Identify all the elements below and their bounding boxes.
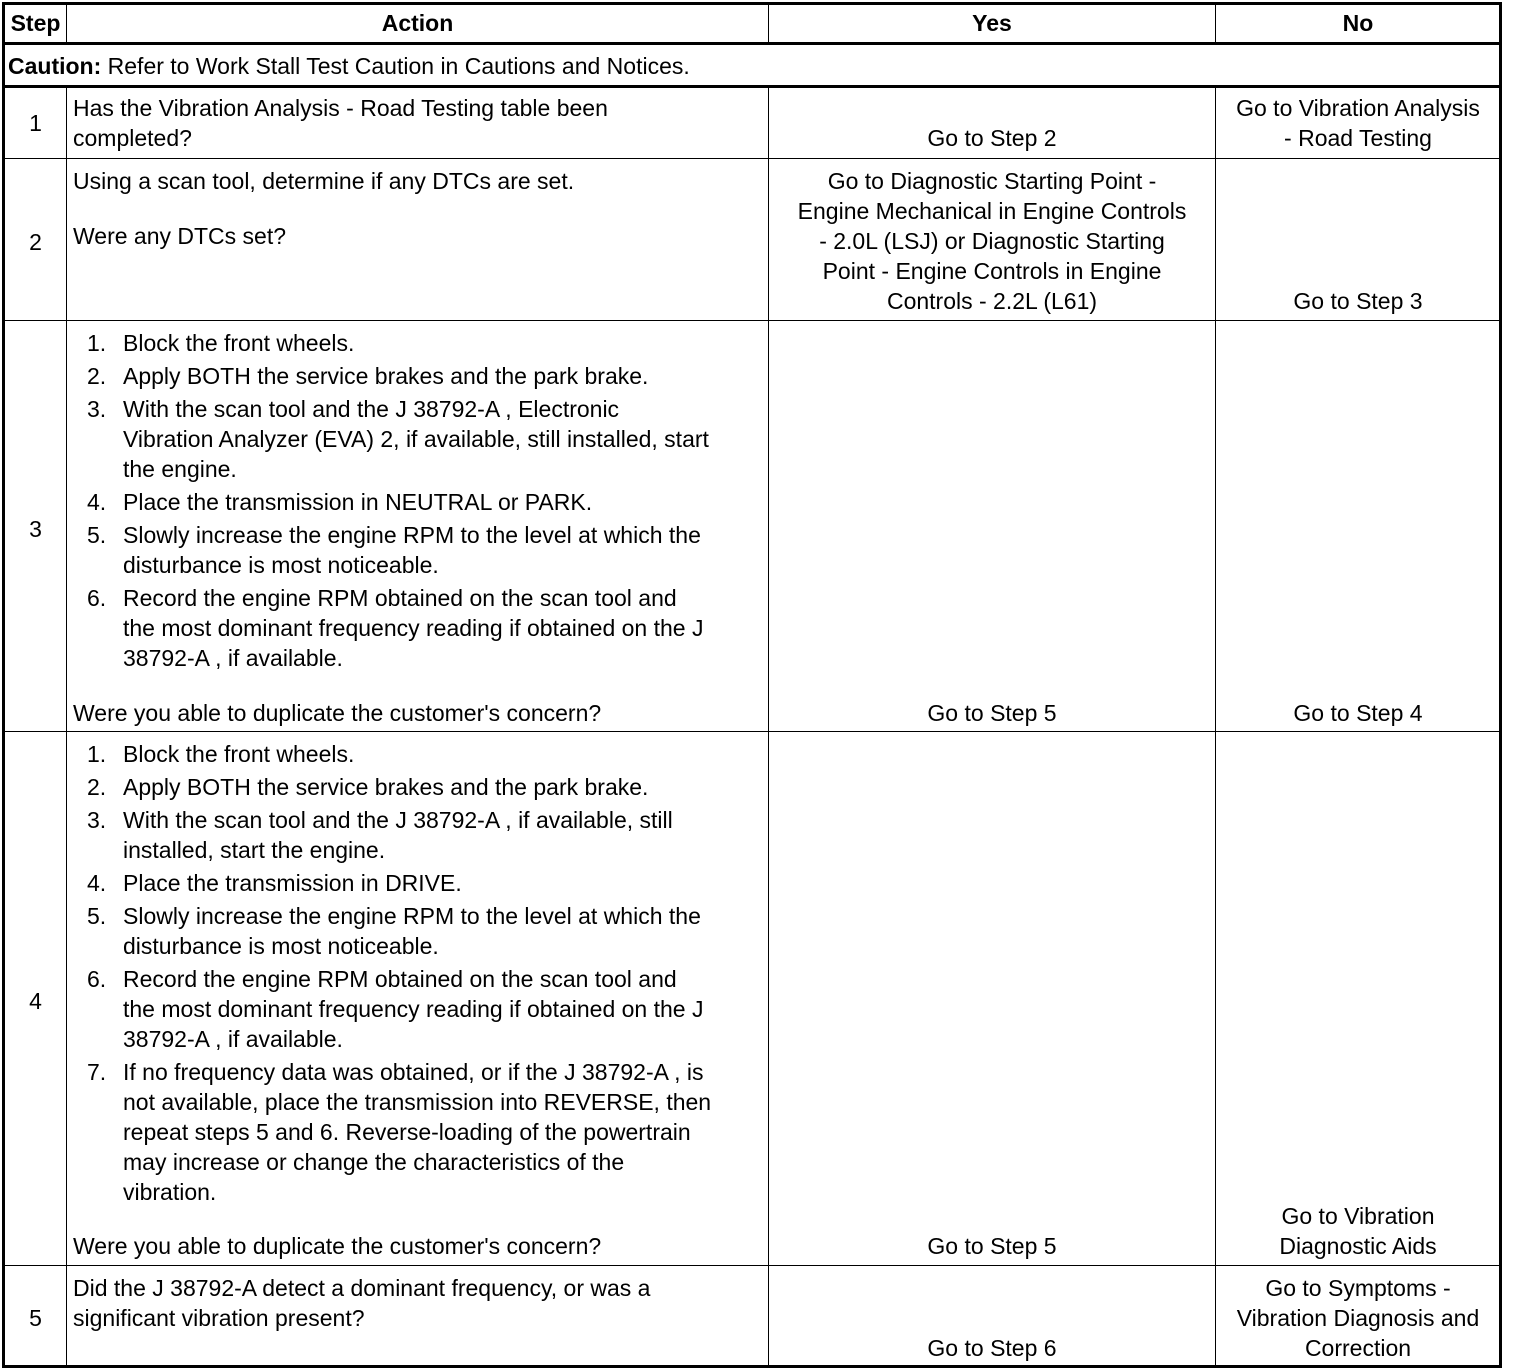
no-line: Vibration Diagnosis and [1236, 1305, 1480, 1331]
step-text: Record the engine RPM obtained on the scan tool and [123, 585, 677, 611]
step-text: If no frequency data was obtained, or if the J 38792-A , is [123, 1059, 704, 1085]
action-line: Has the Vibration Analysis - Road Testing table been [73, 95, 608, 121]
yes-link[interactable]: Go to Step 5 [927, 700, 1057, 726]
yes-link[interactable] [769, 166, 1215, 316]
step-index: 2. [87, 774, 107, 800]
yes-link[interactable]: Go to Step 2 [927, 125, 1057, 151]
header-divider [2, 42, 1502, 45]
row-divider [2, 1265, 1502, 1266]
step-index: 5. [87, 903, 107, 929]
caution-divider [2, 85, 1502, 88]
no-line: - Road Testing [1284, 125, 1432, 151]
step-text: vibration. [123, 1179, 217, 1205]
procedure-step [73, 361, 767, 391]
no-link[interactable] [1216, 93, 1500, 153]
step-index: 3. [87, 396, 107, 422]
row-divider [2, 731, 1502, 732]
step-index: 1. [87, 741, 107, 767]
step-number: 1 [29, 110, 42, 136]
step-text: Slowly increase the engine RPM to the level at which the [123, 522, 701, 548]
action-question: Were you able to duplicate the customer's concern? [73, 700, 602, 726]
step-text: Place the transmission in NEUTRAL or PARK. [123, 489, 593, 515]
yes-line: - 2.0L (LSJ) or Diagnostic Starting [819, 228, 1165, 254]
step-text: 38792-A , if available. [123, 1026, 343, 1052]
action-text: Using a scan tool, determine if any DTCs are set. [73, 168, 575, 194]
step-text: not available, place the transmission into REVERSE, then [123, 1089, 712, 1115]
header-no: No [1342, 10, 1374, 36]
step-text: repeat steps 5 and 6. Reverse-loading of the powertrain [123, 1119, 691, 1145]
step-number: 3 [29, 516, 42, 542]
step-index: 4. [87, 870, 107, 896]
step-text: may increase or change the characteristics of the [123, 1149, 625, 1175]
procedure-step [73, 805, 767, 865]
column-divider [66, 86, 67, 1368]
no-line: Go to Vibration Analysis [1236, 95, 1480, 121]
step-index: 2. [87, 363, 107, 389]
action-question: Were any DTCs set? [73, 223, 287, 249]
step-text: Apply BOTH the service brakes and the park brake. [123, 774, 649, 800]
row-divider [2, 320, 1502, 321]
step-text: With the scan tool and the J 38792-A , if available, still [123, 807, 673, 833]
procedure-list [73, 328, 767, 676]
yes-link[interactable]: Go to Step 5 [927, 1233, 1057, 1259]
no-line: Go to Symptoms - [1265, 1275, 1451, 1301]
step-number: 4 [29, 988, 42, 1014]
action-line: significant vibration present? [73, 1305, 365, 1331]
procedure-step [73, 487, 767, 517]
no-link[interactable]: Go to Step 3 [1293, 288, 1423, 314]
step-text: disturbance is most noticeable. [123, 933, 439, 959]
header-yes: Yes [972, 10, 1012, 36]
no-link[interactable] [1216, 1273, 1500, 1363]
action-text [73, 93, 763, 153]
procedure-step [73, 868, 767, 898]
no-line: Go to Vibration [1281, 1203, 1435, 1229]
no-line: Diagnostic Aids [1279, 1233, 1437, 1259]
step-index: 1. [87, 330, 107, 356]
procedure-step [73, 901, 767, 961]
step-number: 5 [29, 1305, 42, 1331]
action-question: Were you able to duplicate the customer's concern? [73, 1233, 602, 1259]
caution-label: Caution: [8, 53, 102, 79]
procedure-step [73, 583, 767, 673]
step-index: 5. [87, 522, 107, 548]
step-text: the most dominant frequency reading if obtained on the J [123, 996, 704, 1022]
yes-line: Controls - 2.2L (L61) [886, 288, 1098, 314]
action-line: Did the J 38792-A detect a dominant frequency, or was a [73, 1275, 651, 1301]
step-text: Place the transmission in DRIVE. [123, 870, 462, 896]
step-text: installed, start the engine. [123, 837, 386, 863]
step-text: the most dominant frequency reading if obtained on the J [123, 615, 704, 641]
step-text: disturbance is most noticeable. [123, 552, 439, 578]
caution-row [8, 51, 1488, 81]
procedure-step [73, 520, 767, 580]
step-text: the engine. [123, 456, 237, 482]
procedure-step [73, 1057, 767, 1207]
step-text: Block the front wheels. [123, 741, 355, 767]
procedure-list [73, 739, 767, 1210]
header-step: Step [10, 10, 61, 36]
action-line: completed? [73, 125, 192, 151]
no-line: Correction [1304, 1335, 1412, 1361]
procedure-step [73, 328, 767, 358]
action-text [73, 1273, 763, 1333]
yes-link[interactable]: Go to Step 6 [927, 1335, 1057, 1361]
step-index: 6. [87, 585, 107, 611]
step-number: 2 [29, 229, 42, 255]
step-text: Block the front wheels. [123, 330, 355, 356]
step-index: 7. [87, 1059, 107, 1085]
step-text: Apply BOTH the service brakes and the park brake. [123, 363, 649, 389]
step-index: 4. [87, 489, 107, 515]
step-text: 38792-A , if available. [123, 645, 343, 671]
step-index: 3. [87, 807, 107, 833]
step-text: With the scan tool and the J 38792-A , Electronic [123, 396, 620, 422]
procedure-step [73, 772, 767, 802]
step-text: Slowly increase the engine RPM to the level at which the [123, 903, 701, 929]
yes-line: Engine Mechanical in Engine Controls [797, 198, 1187, 224]
procedure-step [73, 394, 767, 484]
row-divider [2, 158, 1502, 159]
header-action: Action [381, 10, 454, 36]
step-text: Record the engine RPM obtained on the scan tool and [123, 966, 677, 992]
no-link[interactable] [1216, 1201, 1500, 1261]
step-index: 6. [87, 966, 107, 992]
caution-text: Refer to Work Stall Test Caution in Cautions and Notices. [107, 53, 690, 79]
yes-line: Go to Diagnostic Starting Point - [827, 168, 1157, 194]
procedure-step [73, 739, 767, 769]
no-link[interactable]: Go to Step 4 [1293, 700, 1423, 726]
step-text: Vibration Analyzer (EVA) 2, if available, still installed, start [123, 426, 709, 452]
yes-line: Point - Engine Controls in Engine [822, 258, 1162, 284]
procedure-step [73, 964, 767, 1054]
